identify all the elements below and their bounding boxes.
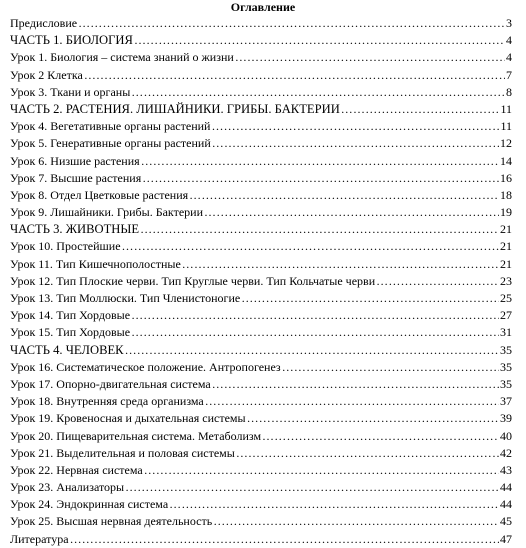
toc-entry-page: 35: [500, 359, 512, 374]
leader-dots: [131, 307, 499, 324]
toc-entry-page: 11: [500, 101, 512, 116]
leader-dots: [262, 428, 499, 445]
toc-entry-page: 18: [500, 187, 512, 202]
toc-entry-label: Урок 2 Клетка: [10, 67, 83, 82]
toc-part-label: ЧАСТЬ 1. БИОЛОГИЯ: [10, 33, 133, 48]
leader-dots: [134, 32, 505, 49]
toc-entry-page: 40: [500, 428, 512, 443]
toc-part-label: ЧАСТЬ 3. ЖИВОТНЫЕ: [10, 222, 140, 237]
toc-entry-label: Урок 7. Высшие растения: [10, 170, 142, 185]
toc-entry-label: Урок 5. Генеративные органы растений: [10, 136, 211, 151]
leader-dots: [204, 204, 499, 221]
toc-entry-label: Урок 3. Ткани и органы: [10, 84, 131, 99]
toc-entry-label: Урок 14. Тип Хордовые: [10, 308, 131, 323]
leader-dots: [169, 496, 499, 513]
toc-entry-page: 25: [500, 291, 512, 305]
toc-entry-page: 27: [500, 308, 512, 323]
toc-entry-lesson-25[interactable]: [10, 513, 512, 530]
toc-entry-page: 4: [506, 33, 512, 48]
leader-dots: [182, 256, 499, 273]
toc-entry-lesson-3[interactable]: [10, 84, 512, 101]
leader-dots: [122, 238, 499, 255]
leader-dots: [189, 187, 499, 204]
toc-part-3[interactable]: [10, 221, 512, 238]
toc-entry-lesson-15[interactable]: [10, 324, 512, 341]
toc-entry-page: 35: [500, 342, 512, 357]
leader-dots: [235, 49, 505, 66]
toc-entry-label: Урок 15. Тип Хордовые: [10, 325, 131, 340]
toc-entry-page: 16: [500, 170, 512, 185]
toc-part-label: ЧАСТЬ 2. РАСТЕНИЯ. ЛИШАЙНИКИ. ГРИБЫ. БАКТЕРИИ: [10, 101, 340, 116]
leader-dots: [140, 221, 499, 238]
leader-dots: [341, 101, 500, 118]
toc-entry-page: 21: [500, 256, 512, 271]
leader-dots: [125, 479, 499, 496]
toc-entry-label: Урок 17. Опорно-двигательная система: [10, 376, 211, 391]
toc-entry-page: 3: [506, 16, 512, 30]
toc-entry-label: Урок 12. Тип Плоские черви. Тип Круглые черви. Тип Кольчатые черви: [10, 273, 376, 288]
toc-entry-page: 21: [500, 222, 512, 237]
toc-entry-lesson-16[interactable]: [10, 359, 512, 376]
toc-entry-label: Урок 23. Анализаторы: [10, 480, 125, 495]
leader-dots: [236, 445, 499, 462]
toc-entry-lesson-12[interactable]: [10, 273, 512, 290]
toc-entry-lesson-5[interactable]: [10, 135, 512, 152]
toc-entry-lesson-18[interactable]: [10, 393, 512, 410]
toc-entry-label: Урок 22. Нервная система: [10, 462, 143, 477]
toc-part-1[interactable]: [10, 32, 512, 49]
leader-dots: [142, 170, 499, 187]
leader-dots: [131, 324, 499, 341]
toc-entry-page: 8: [506, 84, 512, 99]
toc-entry-label: Урок 21. Выделительная и половая системы: [10, 445, 235, 460]
toc-entry-label: Урок 6. Низшие растения: [10, 153, 140, 168]
toc-entry-page: 12: [500, 136, 512, 151]
toc-entry-page: 44: [500, 497, 512, 512]
toc-title: Оглавление: [230, 0, 296, 14]
leader-dots: [78, 15, 505, 32]
toc-entry-page: 21: [500, 239, 512, 254]
leader-dots: [70, 531, 499, 548]
leader-dots: [247, 410, 499, 427]
toc-entry-label: Урок 20. Пищеварительная система. Метаболизм: [10, 428, 262, 443]
toc-entry-lesson-19[interactable]: [10, 410, 512, 427]
toc-entry-lesson-7[interactable]: [10, 170, 512, 187]
toc-entry-page: 11: [500, 119, 512, 134]
toc-entry-lesson-22[interactable]: [10, 462, 512, 479]
toc-entry-lesson-11[interactable]: [10, 256, 512, 273]
toc-entry-lesson-17[interactable]: [10, 376, 512, 393]
toc-list: [10, 15, 512, 548]
toc-entry-label: Урок 8. Отдел Цветковые растения: [10, 187, 189, 202]
toc-entry-page: 35: [500, 376, 512, 391]
toc-entry-literature[interactable]: [10, 531, 512, 548]
toc-entry-label: Литература: [10, 531, 69, 546]
toc-entry-lesson-2[interactable]: [10, 67, 512, 84]
toc-entry-page: 14: [500, 153, 512, 168]
toc-entry-lesson-8[interactable]: [10, 187, 512, 204]
toc-entry-label: Урок 9. Лишайники. Грибы. Бактерии: [10, 205, 203, 220]
leader-dots: [141, 153, 499, 170]
toc-part-2[interactable]: [10, 101, 512, 118]
toc-entry-lesson-13[interactable]: [10, 290, 512, 307]
toc-entry-page: 31: [500, 325, 512, 340]
leader-dots: [144, 462, 499, 479]
leader-dots: [84, 67, 505, 84]
toc-entry-label: Урок 24. Эндокринная система: [10, 497, 169, 512]
toc-entry-page: 39: [500, 411, 512, 426]
toc-entry-lesson-24[interactable]: [10, 496, 512, 513]
leader-dots: [211, 118, 499, 135]
toc-part-label: ЧАСТЬ 4. ЧЕЛОВЕК: [10, 342, 124, 357]
toc-entry-label: Урок 13. Тип Моллюски. Тип Членистоногие: [10, 291, 241, 305]
toc-entry-label: Урок 4. Вегетативные органы растений: [10, 119, 211, 134]
toc-entry-page: 37: [500, 394, 512, 409]
leader-dots: [376, 273, 499, 290]
toc-entry-lesson-6[interactable]: [10, 153, 512, 170]
toc-entry-lesson-9[interactable]: [10, 204, 512, 221]
leader-dots: [125, 342, 499, 359]
toc-entry-lesson-1[interactable]: [10, 49, 512, 66]
toc-entry-preface[interactable]: [10, 15, 512, 32]
leader-dots: [212, 376, 499, 393]
toc-entry-lesson-21[interactable]: [10, 445, 512, 462]
toc-entry-page: 43: [500, 462, 512, 477]
leader-dots: [213, 513, 499, 530]
leader-dots: [205, 393, 499, 410]
leader-dots: [131, 84, 505, 101]
toc-entry-lesson-20[interactable]: [10, 428, 512, 445]
toc-entry-label: Урок 10. Простейшие: [10, 239, 121, 254]
toc-entry-label: Урок 11. Тип Кишечнополостные: [10, 256, 181, 271]
toc-entry-label: Урок 25. Высшая нервная деятельность: [10, 514, 213, 529]
toc-entry-page: 47: [500, 531, 512, 546]
toc-entry-page: 7: [506, 67, 512, 82]
toc-entry-page: 42: [500, 445, 512, 460]
toc-entry-page: 44: [500, 480, 512, 495]
toc-entry-page: 45: [500, 514, 512, 529]
toc-entry-lesson-23[interactable]: [10, 479, 512, 496]
leader-dots: [282, 359, 499, 376]
leader-dots: [241, 290, 499, 307]
leader-dots: [212, 135, 499, 152]
toc-entry-lesson-14[interactable]: [10, 307, 512, 324]
toc-entry-lesson-4[interactable]: [10, 118, 512, 135]
toc-entry-label: Урок 19. Кровеносная и дыхательная системы: [10, 411, 246, 426]
toc-entry-page: 23: [500, 273, 512, 288]
toc-entry-label: Предисловие: [10, 16, 78, 30]
toc-entry-label: Урок 18. Внутренняя среда организма: [10, 394, 204, 409]
toc-entry-page: 4: [506, 50, 512, 65]
toc-part-4[interactable]: [10, 342, 512, 359]
toc-entry-page: 19: [500, 205, 512, 220]
toc-entry-label: Урок 1. Биология – система знаний о жизни: [10, 50, 234, 65]
toc-entry-lesson-10[interactable]: [10, 238, 512, 255]
toc-entry-label: Урок 16. Систематическое положение. Антропогенез: [10, 359, 281, 374]
